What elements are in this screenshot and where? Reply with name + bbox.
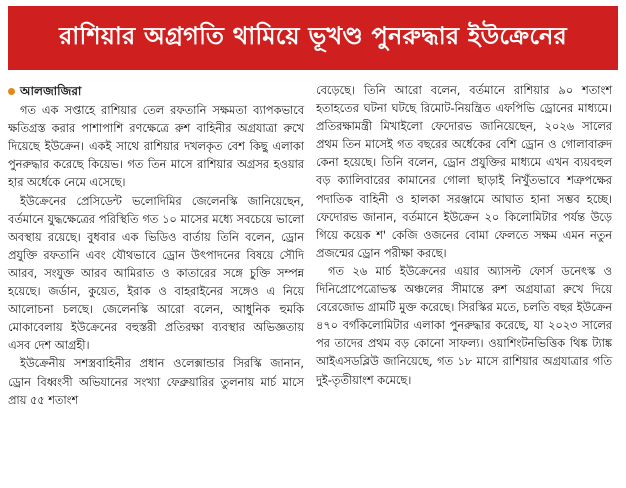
paragraph: গত ২৬ মার্চ ইউক্রেনের এয়ার অ্যাসল্ট ফোর্স ডনেৎস্ক ও দিনিপ্রোপেত্রোভস্ক অঞ্চলের সীমান্তে রুশ অগ্রযাত্রা রুখে দিয়ে বেরেজোভ গ্রামটি মুক্ত করেছে। সিরস্কির মতে, চলতি বছর ইউক্রেন ৪৭০ বর্গকিলোমিটার এলাকা পুনরুদ্ধার করেছে, যা ২০২৩ সালের পর তাদের প্রথম বড় কোনো সাফল্য। ওয়াশিংটনভিত্তিক থিঙ্ক ট্যাঙ্ক আইএসডব্লিউ জানিয়েছে, গত ১৮ মাসে রাশিয়ার অগ্রযাত্রার গতি দুই-তৃতীয়াংশ কমেছে। <box>316 264 612 387</box>
paragraph: ইউক্রেনের প্রেসিডেন্ট ভলোদিমির জেলেনস্কি জানিয়েছেন, বর্তমানে যুদ্ধক্ষেত্রের পরিস্থিতি গত ১০ মাসের মধ্যে সবচেয়ে ভালো অবস্থায় রয়েছে। বুধবার এক ভিডিও বার্তায় তিনি বলেন, ড্রোন প্রযুক্তি রফতানি এবং যৌথভাবে ড্রোন উৎপাদনের বিষয়ে সৌদি আরব, সংযুক্ত আরব আমিরাত ও কাতারের সঙ্গে চুক্তি সম্পন্ন হয়েছে। জর্ডান, কুয়েত, ইরাক ও বাহরাইনের সঙ্গেও এ নিয়ে আলোচনা চলছে। জেলেনস্কি আরো বলেন, আধুনিক হুমকি মোকাবেলায় ইউক্রেনের বহুস্তরী প্রতিরক্ষা ব্যবস্থার অভিজ্ঞতায় এসব দেশ আগ্রহী। <box>8 194 304 353</box>
headline-text: রাশিয়ার অগ্রগতি থামিয়ে ভূখণ্ড পুনরুদ্ধার ইউক্রেনের <box>59 22 567 50</box>
source-line <box>8 82 304 100</box>
source-name: আলজাজিরা <box>20 84 82 98</box>
paragraph: গত এক সপ্তাহে রাশিয়ার তেল রফতানি সক্ষমতা ব্যাপকভাবে ক্ষতিগ্রস্ত করার পাশাপাশি রণক্ষেত্রে রুশ বাহিনীর অগ্রযাত্রা রুখে দিয়েছে ইউক্রেন। একই সাথে রাশিয়ার দখলকৃত বেশ কিছু এলাকা পুনরুদ্ধার করেছে কিয়েভ। গত তিন মাসে রাশিয়ার অগ্রসর হওয়ার হার অর্ধেকে নেমে এসেছে। <box>8 104 304 190</box>
headline-banner <box>8 6 618 70</box>
paragraph: বেড়েছে। তিনি আরো বলেন, বর্তমানে রাশিয়ার ৯০ শতাংশ হতাহতের ঘটনা ঘটছে রিমোট-নিয়ন্ত্রিত এফপিভি ড্রোনের মাধ্যমে। প্রতিরক্ষামন্ত্রী মিখাইলো ফেদোরভ জানিয়েছেন, ২০২৬ সালের প্রথম তিন মাসেই গত বছরের অর্ধেকের বেশি ড্রোন ও গোলাবারুদ কেনা হয়েছে। তিনি বলেন, ড্রোন প্রযুক্তির মাধ্যমে এখন ব্যয়বহুল বড় ক্যালিবারের কামানের গোলা ছাড়াই নিখুঁতভাবে শত্রুপক্ষের পদাতিক বাহিনী ও হালকা সরঞ্জামে আঘাত হানা সম্ভব হচ্ছে। ফেদোরভ জানান, বর্তমানে ইউক্রেন ২০ কিলোমিটার পর্যন্ত উড়ে গিয়ে কয়েক শ' কেজি ওজনের বোমা ফেলতে সক্ষম এমন নতুন প্রজন্মের ড্রোন পরীক্ষা করছে। <box>316 84 612 260</box>
right-column <box>316 82 612 484</box>
paragraph: ইউক্রেনীয় সশস্ত্রবাহিনীর প্রধান ওলেক্সান্ডার সিরস্কি জানান, ড্রোন বিধ্বংসী অভিযানের সংখ্যা ফেব্রুয়ারির তুলনায় মার্চ মাসে প্রায় ৫৫ শতাংশ <box>8 357 304 407</box>
left-column <box>8 82 304 484</box>
bullet-dot-icon <box>8 88 15 95</box>
